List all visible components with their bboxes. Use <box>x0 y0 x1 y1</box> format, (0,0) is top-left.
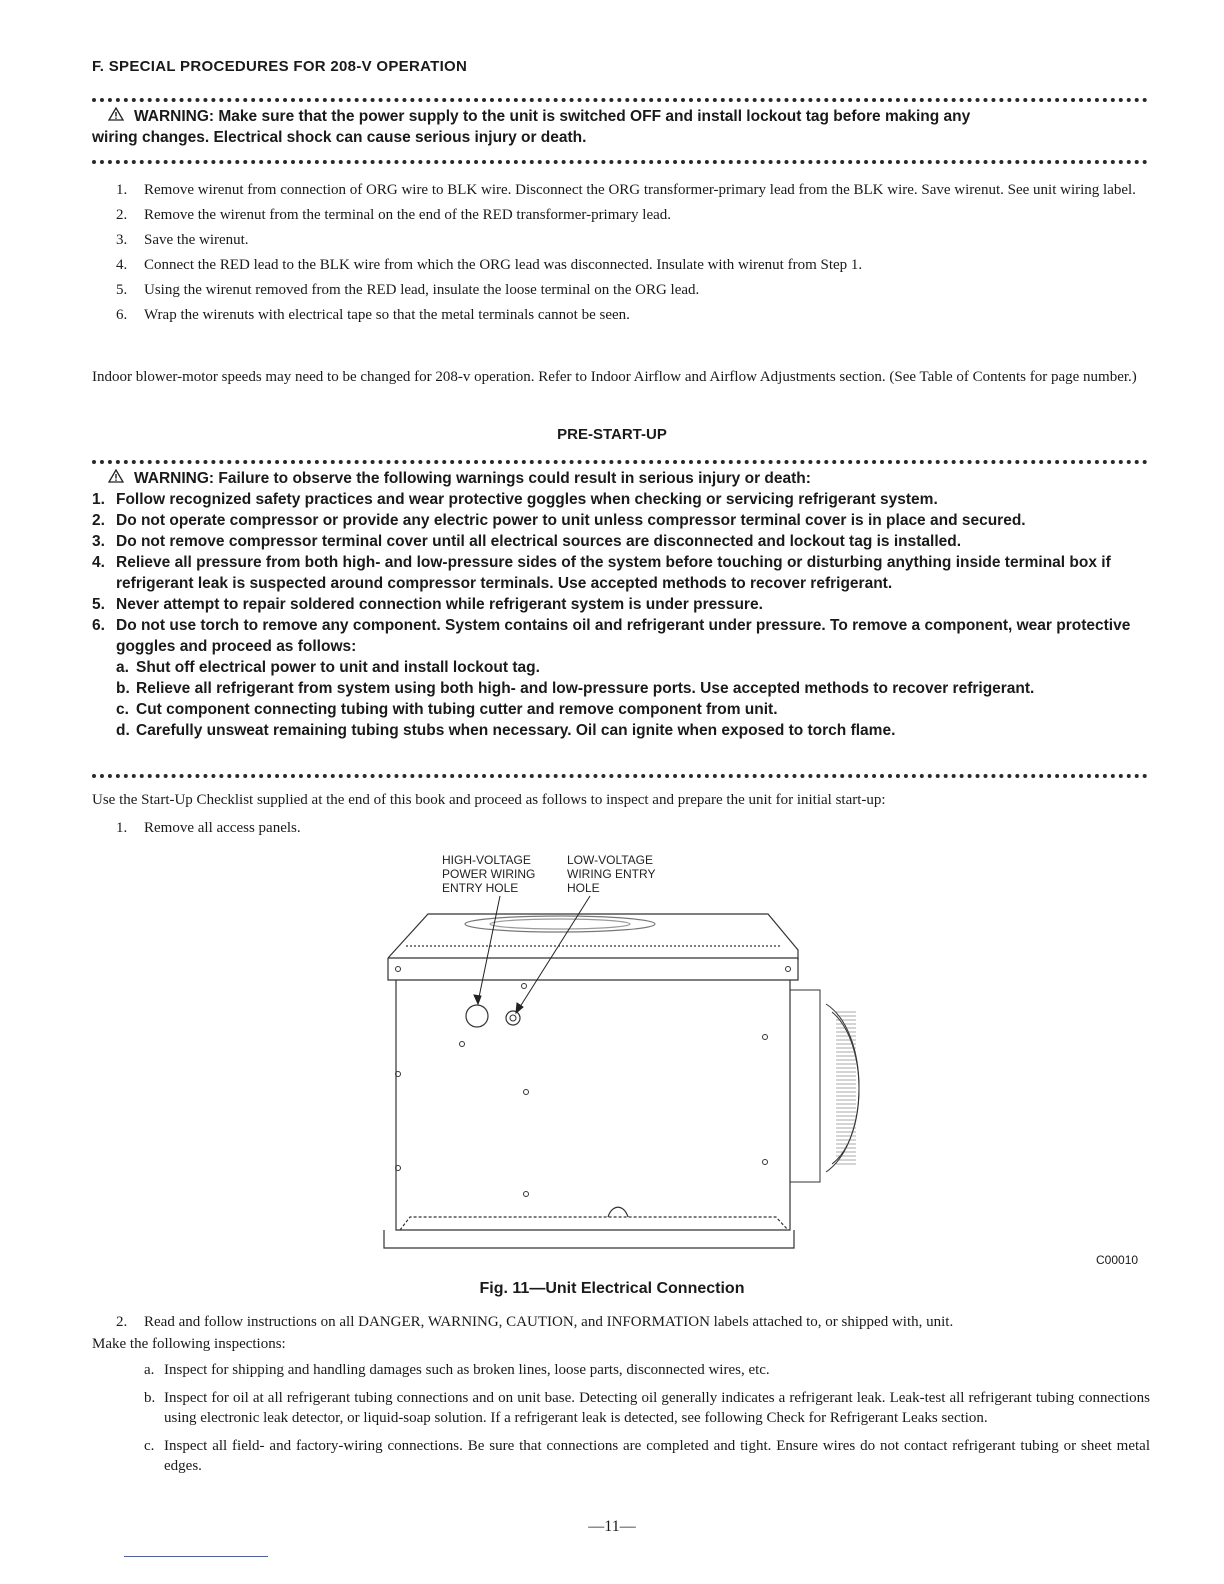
list-item: 2. Remove the wirenut from the terminal on the end of the RED transformer-primary lead. <box>116 207 672 223</box>
list-item: b. Inspect for oil at all refrigerant tubing connections and on unit base. Detecting oil generally indicates a refrigerant leak. Leak-test all refrigerant tubing connections using electronic leak detector, or liquid-soap solution. If a refrigerant leak is detected, see following Check for Refrigerant Leaks section. <box>144 1390 1150 1426</box>
list-item: d. Carefully unsweat remaining tubing stubs when necessary. Oil can ignite when exposed to torch flame. <box>116 722 896 739</box>
footer-line <box>124 1556 268 1557</box>
page-number: —11— <box>588 1518 636 1535</box>
inspections-list <box>92 1360 1150 1484</box>
list-item: c. Inspect all field- and factory-wiring connections. Be sure that connections are completed and tight. Ensure wires do not contact refrigerant tubing or sheet metal edges. <box>144 1438 1150 1474</box>
high-voltage-label-3: ENTRY HOLE <box>442 881 519 895</box>
list-item: a. Inspect for shipping and handling damages such as broken lines, loose parts, disconnected wires, etc. <box>144 1362 770 1378</box>
warning-rule-top <box>92 98 1148 102</box>
list-item: 2. Do not operate compressor or provide any electric power to unit unless compressor terminal cover is in place and secured. <box>92 512 1026 529</box>
list-item: 4. Connect the RED lead to the BLK wire from which the ORG lead was disconnected. Insulate with wirenut from Step 1. <box>116 257 863 273</box>
list-item: 5. Never attempt to repair soldered connection while refrigerant system is under pressure. <box>92 596 763 613</box>
low-voltage-entry-hole-inner <box>510 1015 516 1021</box>
warning2-rule-top <box>92 460 1148 464</box>
warning-text-line2: wiring changes. Electrical shock can cause serious injury or death. <box>92 129 587 146</box>
list-item: 1. Follow recognized safety practices and wear protective goggles when checking or servicing refrigerant system. <box>92 491 938 508</box>
high-voltage-entry-hole <box>466 1005 488 1027</box>
section-heading: F. SPECIAL PROCEDURES FOR 208-V OPERATION <box>92 58 468 75</box>
unit-cabinet <box>384 914 798 1248</box>
low-voltage-label-1: LOW-VOLTAGE <box>567 853 654 867</box>
unit-electrical-connection-figure <box>380 852 880 1252</box>
warning2-heading: WARNING: Failure to observe the following warnings could result in serious injury or death: <box>134 470 811 487</box>
high-voltage-label-1: HIGH-VOLTAGE <box>442 853 531 867</box>
warning2-rule-bottom <box>92 774 1148 778</box>
list-item: 1. Remove all access panels. <box>116 820 301 836</box>
list-item: 6. Do not use torch to remove any component. System contains oil and refrigerant under pressure. To remove a component, wear protective goggles and proceed as follows: <box>92 617 1131 655</box>
low-voltage-label-2: WIRING ENTRY <box>567 867 656 881</box>
screws <box>396 967 791 1197</box>
figure-caption: Fig. 11—Unit Electrical Connection <box>479 1280 745 1297</box>
list-item: 3. Save the wirenut. <box>116 232 249 248</box>
figure-code: C00010 <box>1096 1253 1139 1267</box>
list-item: a. Shut off electrical power to unit and install lockout tag. <box>116 659 540 676</box>
prestart-heading: PRE-START-UP <box>557 426 667 443</box>
list-item: 2. Read and follow instructions on all DANGER, WARNING, CAUTION, and INFORMATION labels attached to, or shipped with, unit. <box>116 1314 954 1330</box>
startup-step1 <box>92 818 1150 843</box>
startup-intro: Use the Start-Up Checklist supplied at the end of this book and proceed as follows to inspect and prepare the unit for initial start-up: <box>92 792 886 808</box>
low-voltage-entry-hole <box>506 1011 520 1025</box>
low-voltage-label-3: HOLE <box>567 881 600 895</box>
high-voltage-label-2: POWER WIRING <box>442 867 536 881</box>
list-item: c. Cut component connecting tubing with tubing cutter and remove component from unit. <box>116 701 778 718</box>
warning-box-power <box>92 106 1150 148</box>
list-item: 1. Remove wirenut from connection of ORG wire to BLK wire. Disconnect the ORG transformer-primary lead from the BLK wire. Save wirenut. See unit wiring label. <box>116 182 1136 198</box>
condenser-coil-grille <box>790 990 859 1182</box>
list-item: 3. Do not remove compressor terminal cover until all electrical sources are disconnected and lockout tag is installed. <box>92 533 962 550</box>
inspections-intro: Make the following inspections: <box>92 1336 286 1352</box>
warning-text-line1: WARNING: Make sure that the power supply to the unit is switched OFF and install lockout tag before making any <box>134 108 971 125</box>
warning-rule-bottom <box>92 160 1148 164</box>
grille-lines <box>836 1012 856 1164</box>
warning-box-refrigerant <box>92 468 1150 741</box>
blower-note: Indoor blower-motor speeds may need to be changed for 208-v operation. Refer to Indoor Airflow and Airflow Adjustments section. (See Table of Contents for page number.) <box>92 369 1137 385</box>
list-item: 4. Relieve all pressure from both high- and low-pressure sides of the system before touching or disturbing anything inside terminal box if refrigerant leak is suspected around compressor terminals. Use accepted methods to recover refrigerant. <box>92 554 1111 592</box>
warning-triangle-icon <box>100 106 124 127</box>
list-item: b. Relieve all refrigerant from system using both high- and low-pressure ports. Use accepted methods to recover refrigerant. <box>116 680 1035 697</box>
list-item: 5. Using the wirenut removed from the RED lead, insulate the loose terminal on the ORG lead. <box>116 282 700 298</box>
steps-208v-list <box>92 180 1150 330</box>
list-item: 6. Wrap the wirenuts with electrical tape so that the metal terminals cannot be seen. <box>116 307 630 323</box>
warning-triangle-icon <box>100 468 124 489</box>
